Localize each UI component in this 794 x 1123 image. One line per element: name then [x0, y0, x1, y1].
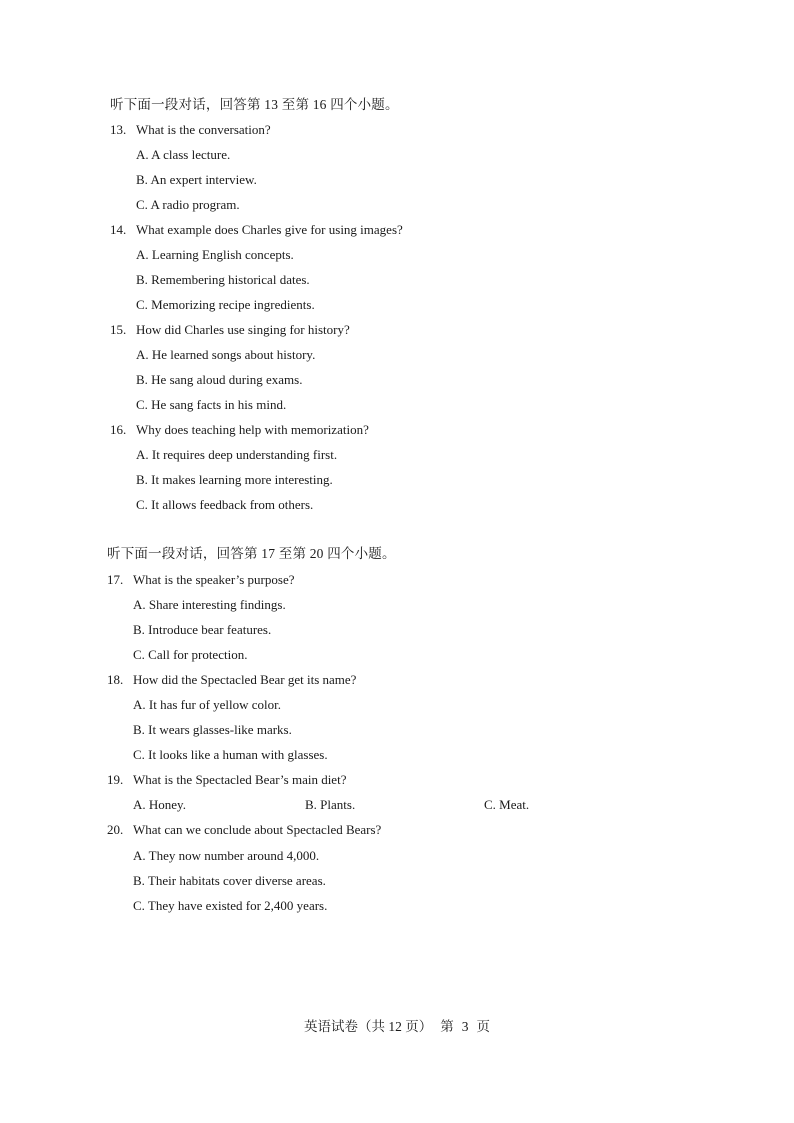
option-16b: B. It makes learning more interesting. [136, 472, 333, 487]
option-14b: B. Remembering historical dates. [136, 272, 310, 287]
question-15 [110, 320, 350, 340]
option-19a: A. Honey. [133, 797, 186, 812]
question-text: How did the Spectacled Bear get its name? [133, 672, 357, 687]
option-13a: A. A class lecture. [136, 147, 231, 162]
option-15c: C. He sang facts in his mind. [136, 397, 287, 412]
question-number: 20. [107, 822, 124, 837]
option-16c: C. It allows feedback from others. [136, 497, 314, 512]
option-17a: A. Share interesting findings. [133, 597, 286, 612]
question-16 [110, 420, 369, 440]
question-number: 15. [110, 322, 127, 337]
option-13b: B. An expert interview. [136, 172, 257, 187]
option-16a: A. It requires deep understanding first. [136, 447, 338, 462]
section-1-instruction: 听下面一段对话，回答第 13 至第 16 四个小题。 [110, 97, 399, 112]
question-number: 19. [107, 772, 124, 787]
section-2-instruction: 听下面一段对话，回答第 17 至第 20 四个小题。 [107, 546, 396, 561]
question-text: What can we conclude about Spectacled Bears? [133, 822, 382, 837]
option-18b: B. It wears glasses-like marks. [133, 722, 292, 737]
option-18c: C. It looks like a human with glasses. [133, 747, 328, 762]
option-19c: C. Meat. [484, 797, 530, 812]
question-number: 13. [110, 122, 127, 137]
question-text: What is the Spectacled Bear’s main diet? [133, 772, 347, 787]
question-20 [107, 820, 381, 840]
option-15a: A. He learned songs about history. [136, 347, 316, 362]
option-14a: A. Learning English concepts. [136, 247, 294, 262]
question-text: What is the conversation? [136, 122, 271, 137]
footer-page-prefix: 第 [440, 1019, 454, 1034]
question-number: 17. [107, 572, 124, 587]
option-18a: A. It has fur of yellow color. [133, 697, 282, 712]
question-17 [107, 570, 294, 590]
question-number: 18. [107, 672, 124, 687]
option-17b: B. Introduce bear features. [133, 622, 272, 637]
option-15b: B. He sang aloud during exams. [136, 372, 303, 387]
option-14c: C. Memorizing recipe ingredients. [136, 297, 315, 312]
question-number: 14. [110, 222, 127, 237]
question-text: Why does teaching help with memorization? [136, 422, 369, 437]
option-20c: C. They have existed for 2,400 years. [133, 898, 328, 913]
question-18 [107, 670, 356, 690]
question-text: What example does Charles give for using images? [136, 222, 403, 237]
question-19 [107, 770, 346, 790]
option-20a: A. They now number around 4,000. [133, 848, 320, 863]
option-19b: B. Plants. [305, 797, 356, 812]
option-20b: B. Their habitats cover diverse areas. [133, 873, 326, 888]
footer-page-number: 3 [461, 1019, 469, 1034]
footer-page-suffix: 页 [476, 1019, 490, 1034]
option-13c: C. A radio program. [136, 197, 240, 212]
page-footer [0, 1015, 794, 1035]
question-14 [110, 220, 403, 240]
question-13 [110, 120, 271, 140]
footer-title: 英语试卷（共 12 页） [304, 1019, 433, 1034]
option-17c: C. Call for protection. [133, 647, 248, 662]
question-text: What is the speaker’s purpose? [133, 572, 295, 587]
question-number: 16. [110, 422, 127, 437]
question-text: How did Charles use singing for history? [136, 322, 350, 337]
